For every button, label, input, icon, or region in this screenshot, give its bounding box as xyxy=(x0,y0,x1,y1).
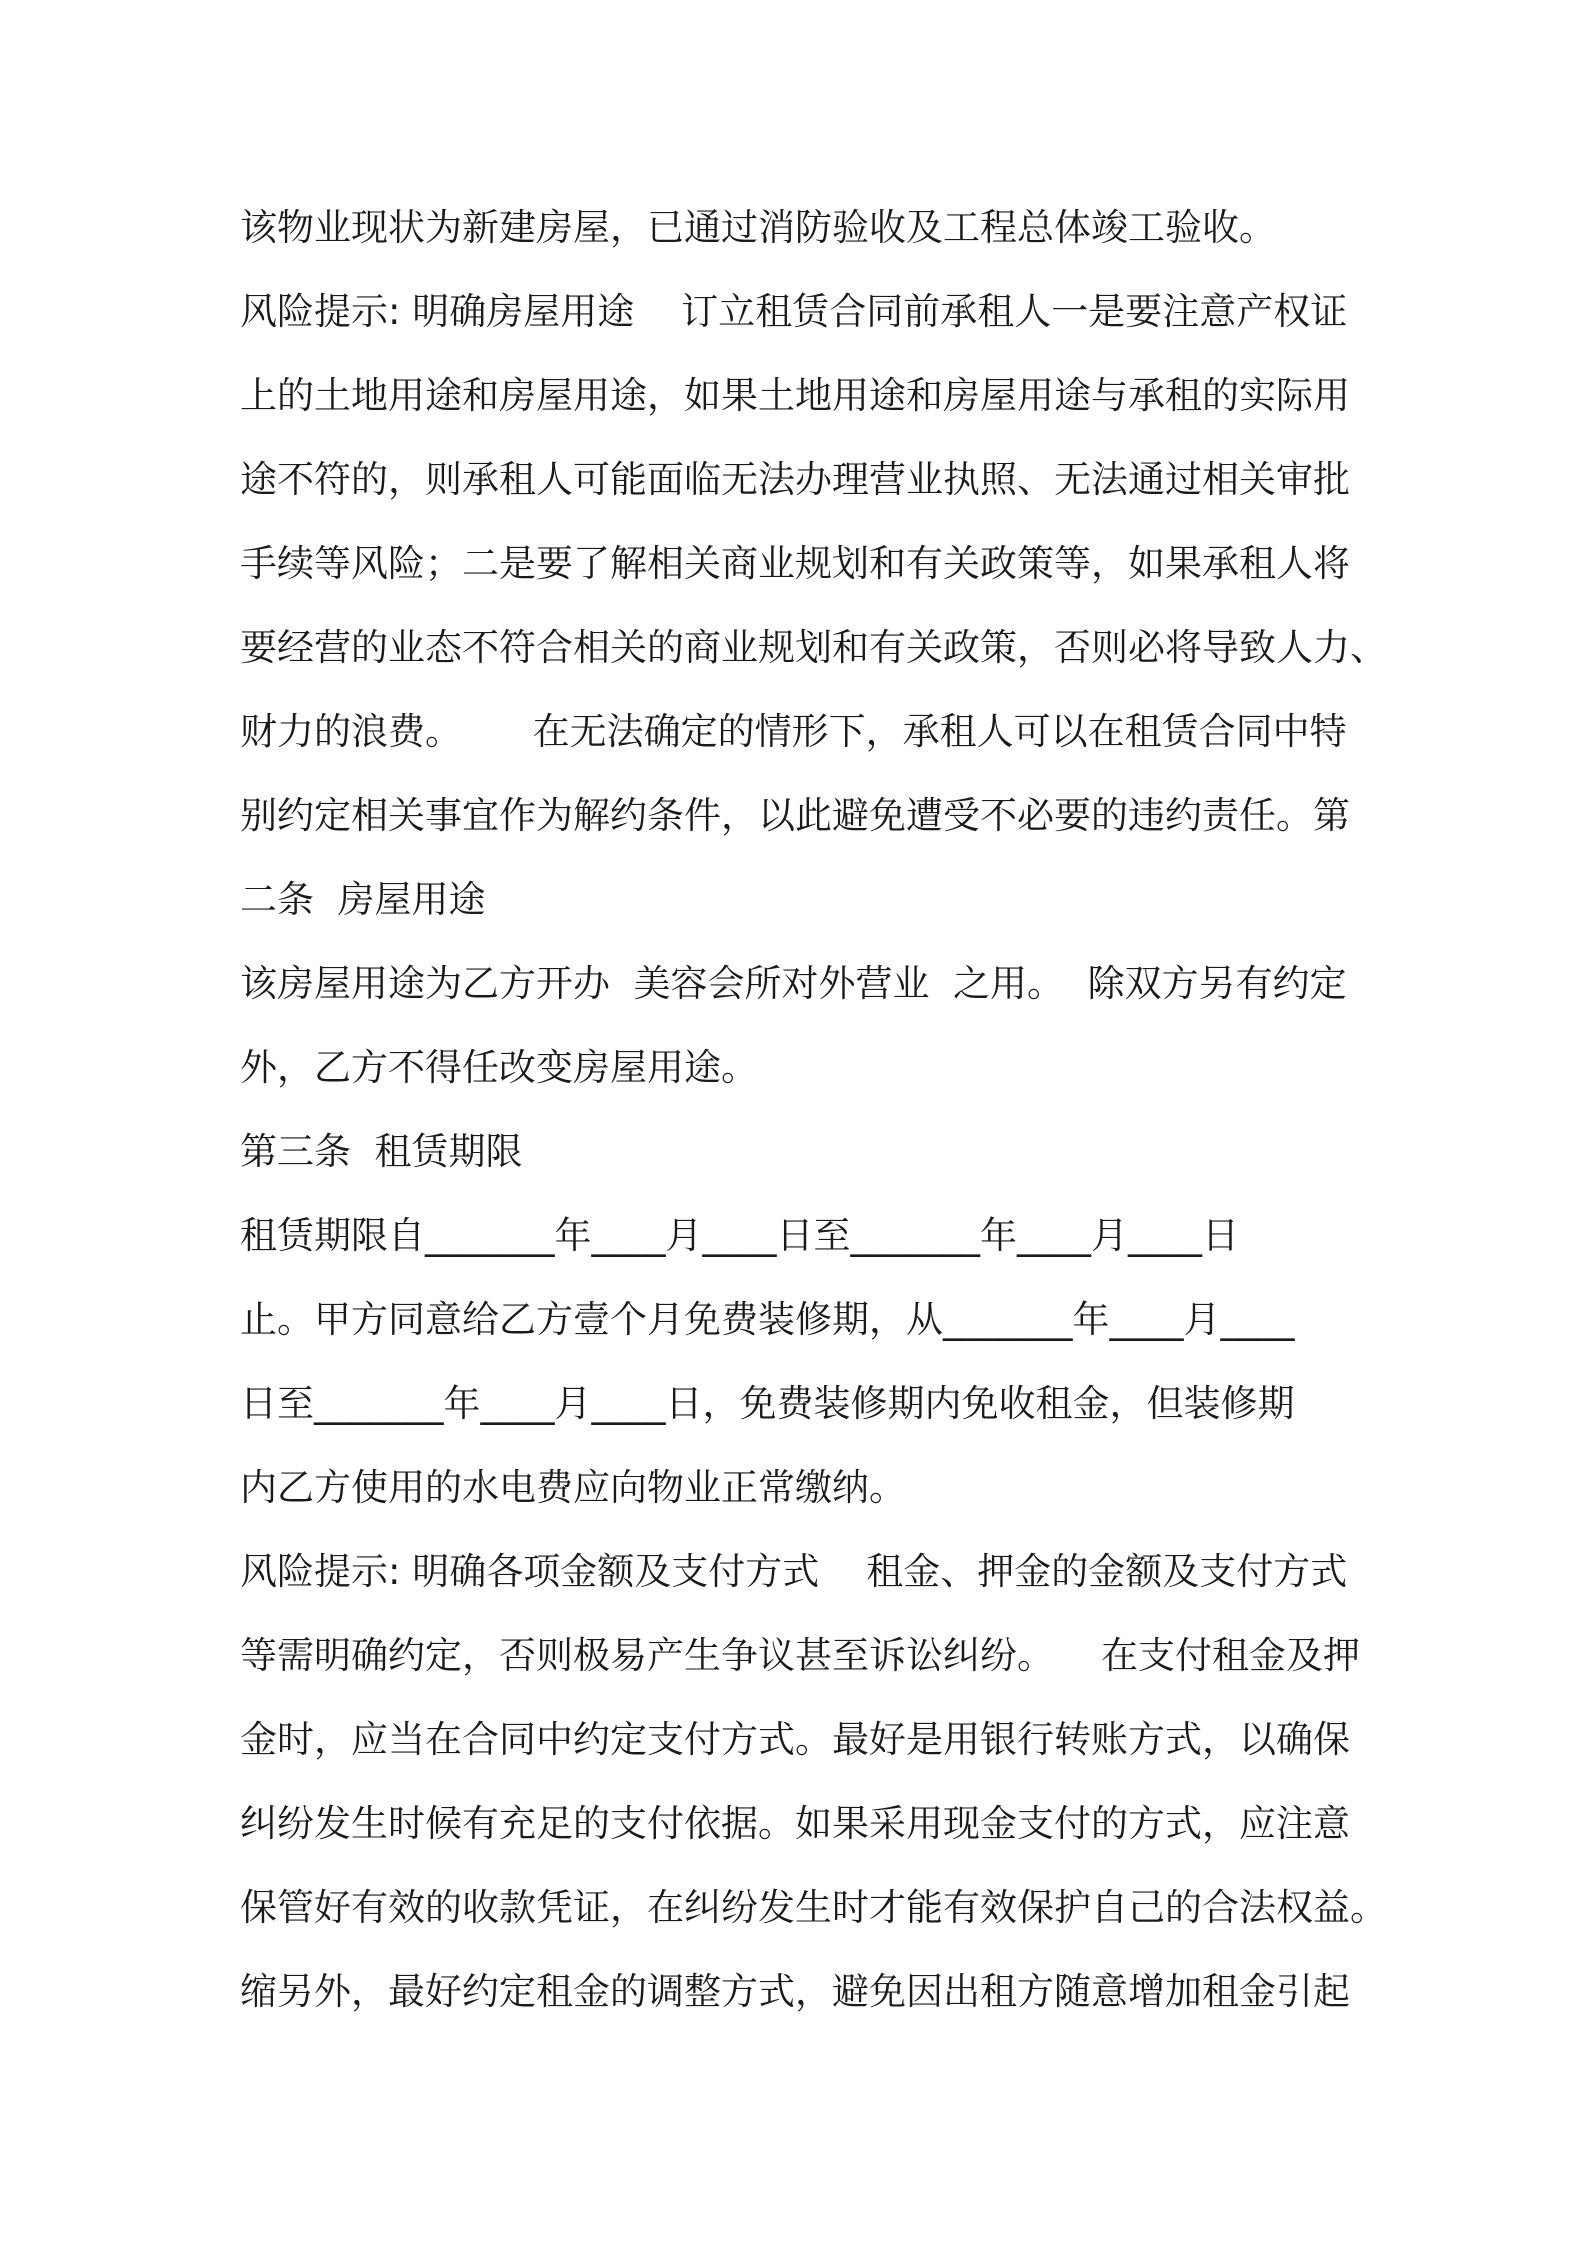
text-line: 手续等风险；二是要了解相关商业规划和有关政策等，如果承租人将 xyxy=(240,542,1350,585)
text-line: 该房屋用途为乙方开办 美容会所对外营业 之用。 除双方另有约定 xyxy=(240,962,1347,1005)
text-line: 要经营的业态不符合相关的商业规划和有关政策，否则必将导致人力、 xyxy=(240,626,1387,669)
text-line: 途不符的，则承租人可能面临无法办理营业执照、无法通过相关审批 xyxy=(240,458,1350,501)
text-line: 风险提示: 明确各项金额及支付方式 租金、押金的金额及支付方式 xyxy=(240,1550,1348,1593)
section-heading: 二条 房屋用途 xyxy=(240,878,486,921)
text-line: 财力的浪费。 在无法确定的情形下，承租人可以在租赁合同中特 xyxy=(240,710,1347,753)
text-line: 缩另外，最好约定租金的调整方式，避免因出租方随意增加租金引起 xyxy=(240,1970,1350,2013)
text-line: 租赁期限自_______年____月____日至_______年____月____日 xyxy=(240,1214,1239,1257)
text-line: 日至_______年____月____日，免费装修期内免收租金，但装修期 xyxy=(240,1382,1295,1425)
text-line: 上的土地用途和房屋用途，如果土地用途和房屋用途与承租的实际用 xyxy=(240,374,1350,417)
text-line: 外，乙方不得任改变房屋用途。 xyxy=(240,1046,758,1089)
section-heading: 第三条 租赁期限 xyxy=(240,1130,523,1173)
text-line: 内乙方使用的水电费应向物业正常缴纳。 xyxy=(240,1466,906,1509)
text-line: 风险提示: 明确房屋用途 订立租赁合同前承租人一是要注意产权证 xyxy=(240,290,1348,333)
text-line: 等需明确约定，否则极易产生争议甚至诉讼纠纷。 在支付租金及押 xyxy=(240,1634,1361,1677)
text-line: 保管好有效的收款凭证，在纠纷发生时才能有效保护自己的合法权益。 xyxy=(240,1886,1387,1929)
text-line: 纠纷发生时候有充足的支付依据。如果采用现金支付的方式，应注意 xyxy=(240,1802,1350,1845)
text-line: 该物业现状为新建房屋，已通过消防验收及工程总体竣工验收。 xyxy=(240,206,1276,249)
text-line: 止。甲方同意给乙方壹个月免费装修期，从_______年____月____ xyxy=(240,1298,1295,1341)
text-line: 别约定相关事宜作为解约条件，以此避免遭受不必要的违约责任。第 xyxy=(240,794,1350,837)
text-line: 金时，应当在合同中约定支付方式。最好是用银行转账方式，以确保 xyxy=(240,1718,1350,1761)
